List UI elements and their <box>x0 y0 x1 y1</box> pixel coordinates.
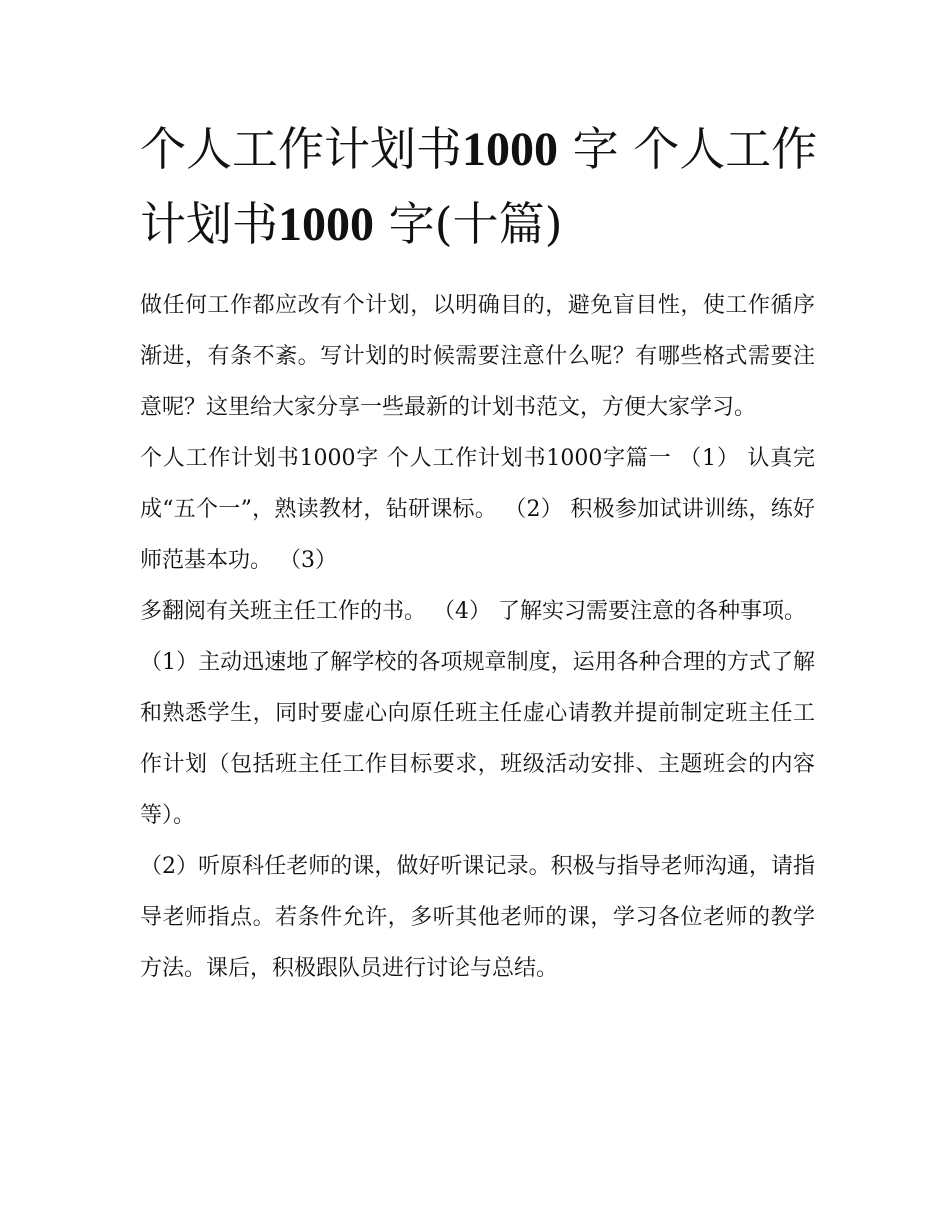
title-text-3: 字(十篇) <box>374 197 563 251</box>
document-body <box>140 280 815 994</box>
title-number-2: 1000 <box>278 198 374 251</box>
paragraph-intro: 做任何工作都应改有个计划，以明确目的，避免盲目性，使工作循序渐进，有条不紊。写计划的时候需要注意什么呢？有哪些格式需要注意呢？这里给大家分享一些最新的计划书范文，方便大家学习。 <box>140 293 815 420</box>
document-title <box>140 112 820 262</box>
title-number-1: 1000 <box>462 123 558 176</box>
paragraph-item-1: （1）主动迅速地了解学校的各项规章制度，运用各种合理的方式了解和熟悉学生，同时要虚心向原任班主任虚心请教并提前制定班主任工作计划（包括班主任工作目标要求，班级活动安排、主题班会的内容等）。 <box>140 650 815 828</box>
paragraph-item-2: （2）听原科任老师的课，做好听课记录。积极与指导老师沟通，请指导老师指点。若条件允许，多听其他老师的课，学习各位老师的教学方法。课后，积极跟队员进行讨论与总结。 <box>140 854 815 981</box>
title-text-2: 字 个人工作计划书 <box>140 122 818 251</box>
paragraph-plan-list: 个人工作计划书1000字 个人工作计划书1000字篇一 （1） 认真完成“五个一”，熟读教材，钻研课标。 （2） 积极参加试讲训练，练好师范基本功。 （3） <box>140 446 815 573</box>
title-text-1: 个人工作计划书 <box>140 122 462 176</box>
paragraph-plan-list-continued: 多翻阅有关班主任工作的书。 （4） 了解实习需要注意的各种事项。 <box>140 599 806 624</box>
